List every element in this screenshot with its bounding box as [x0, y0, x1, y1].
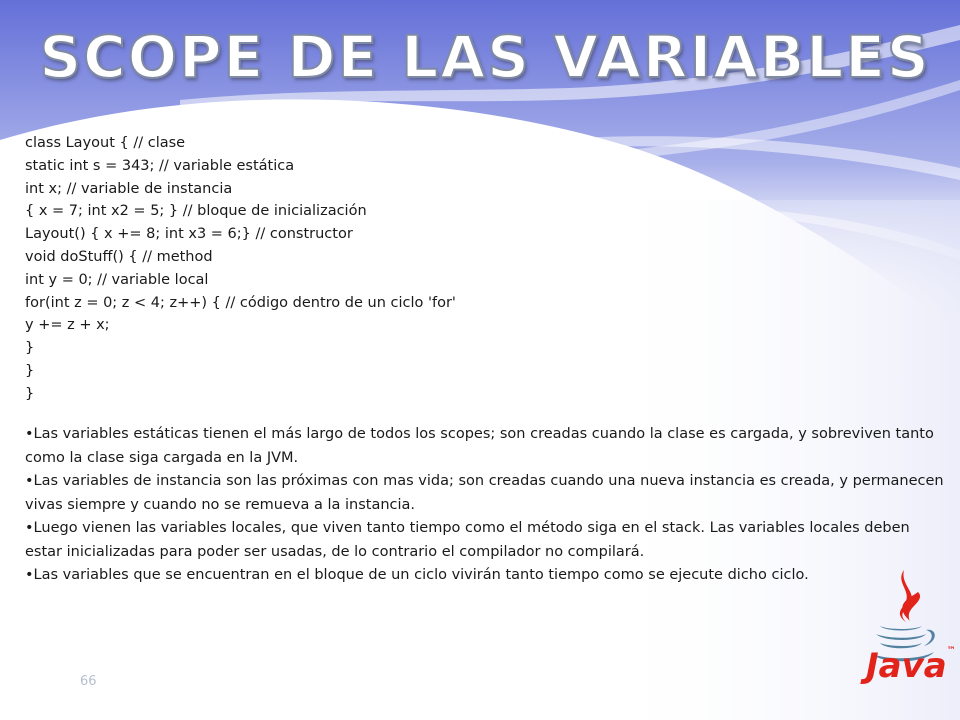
code-line: static int s = 343; // variable estática: [25, 157, 295, 174]
java-logo-wordmark: [866, 646, 956, 686]
code-line: }: [25, 385, 35, 402]
code-line: { x = 7; int x2 = 5; } // bloque de inicialización: [25, 203, 367, 220]
code-line: Layout() { x += 8; int x3 = 6;} // constructor: [25, 226, 353, 243]
bullet-list: [25, 423, 945, 588]
java-logo-text: Java: [866, 646, 947, 686]
bullet-instance-variables: •Las variables de instancia son las próximas con mas vida; son creadas cuando una nueva instancia es creada, y permanecen vivas siempre y cuando no se remueva a la instancia.: [25, 473, 944, 513]
code-line: y += z + x;: [25, 317, 110, 334]
code-block: [25, 132, 665, 406]
bullet-local-variables: •Luego vienen las variables locales, que viven tanto tiempo como el método siga en el stack. Las variables locales deben estar inicializadas para poder ser usadas, de lo contrario el compilador no compilará.: [25, 520, 910, 560]
code-line: int x; // variable de instancia: [25, 180, 233, 197]
bullet-static-variables: •Las variables estáticas tienen el más largo de todos los scopes; son creadas cuando la clase es cargada, y sobreviven tanto como la clase siga cargada en la JVM.: [25, 426, 934, 466]
code-line: for(int z = 0; z < 4; z++) { // código dentro de un ciclo 'for': [25, 294, 456, 311]
code-line: int y = 0; // variable local: [25, 271, 209, 288]
trademark-symbol: ™: [946, 646, 956, 656]
bullet-loop-variables: •Las variables que se encuentran en el bloque de un ciclo vivirán tanto tiempo como se ejecute dicho ciclo.: [25, 567, 809, 583]
page-number: 66: [80, 674, 97, 689]
code-line: void doStuff() { // method: [25, 248, 213, 265]
code-line: class Layout { // clase: [25, 135, 186, 151]
code-line: }: [25, 362, 35, 379]
code-line: }: [25, 340, 35, 357]
slide-title: SCOPE DE LAS VARIABLES: [39, 23, 931, 91]
